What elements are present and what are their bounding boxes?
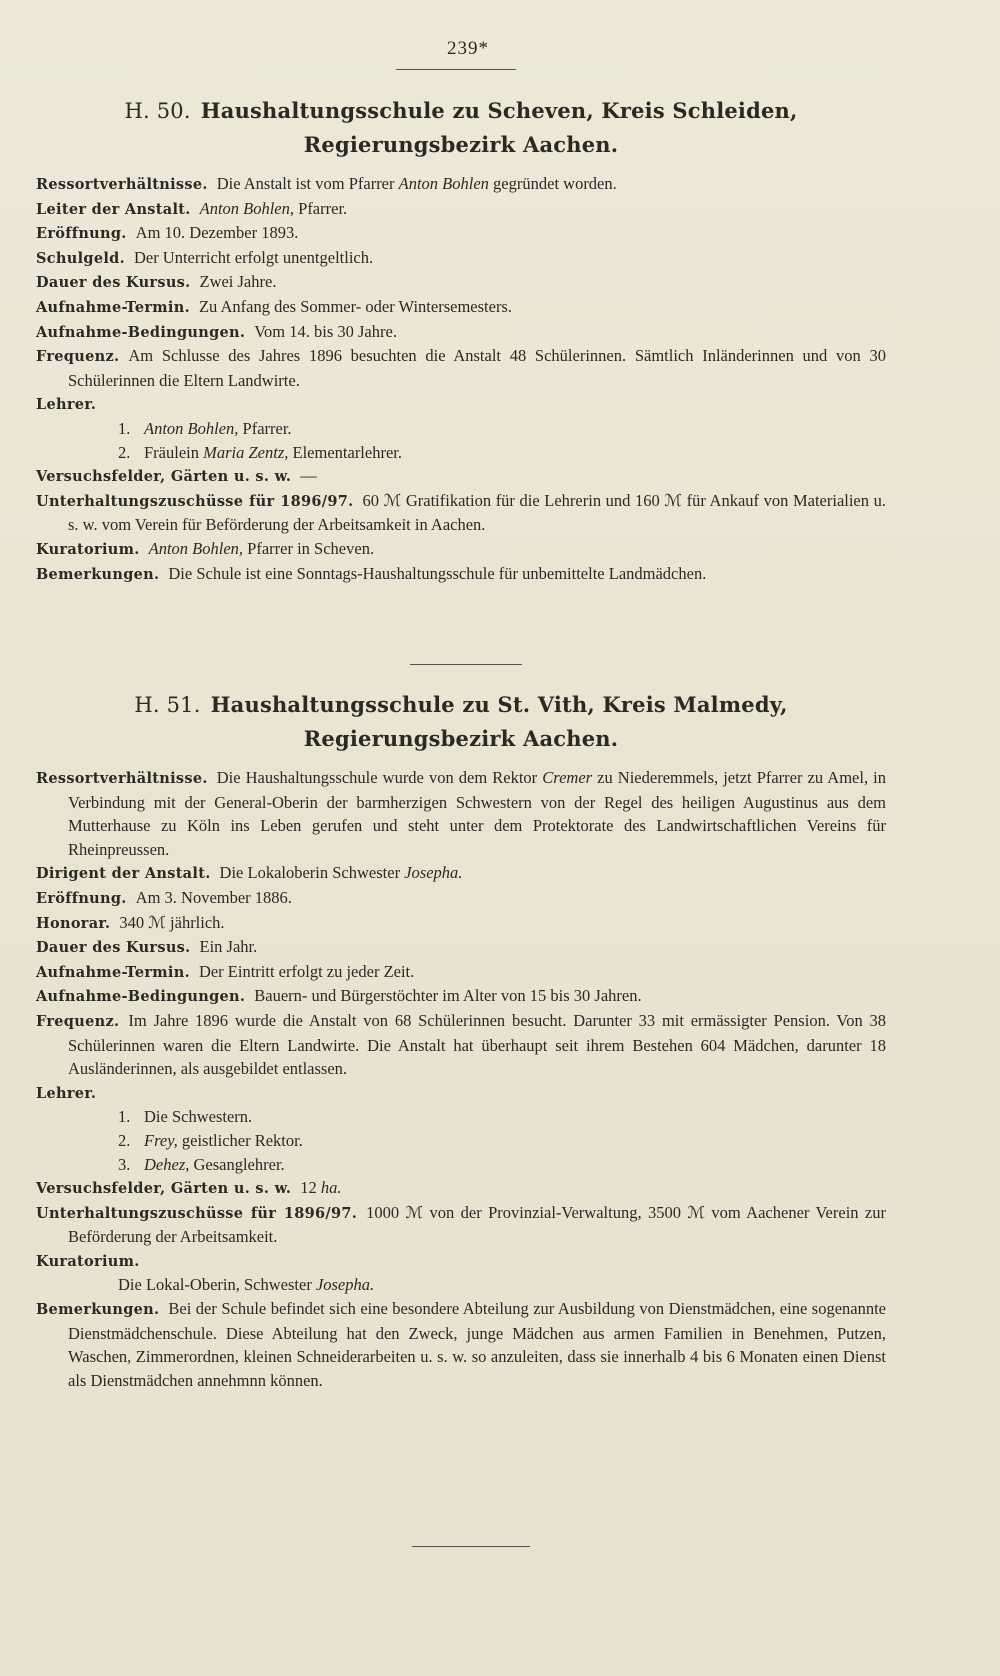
entry-text: Gesanglehrer. — [193, 1154, 285, 1174]
entry-termin — [36, 295, 886, 320]
entry-text: Ein Jahr. — [199, 937, 258, 957]
entry-label: Leiter der Anstalt. — [36, 200, 191, 218]
entry-text: 12 — [300, 1178, 317, 1198]
entry-lehrer — [36, 392, 886, 417]
entry-leiter — [36, 197, 886, 222]
entry-text: Bei der Schule befindet sich eine besondere Abteilung zur Ausbildung von Dienstmädchen, eine sogenannte Dienstmädchenschule. Diese Abteilung hat den Zweck, junge Mädchen aus armen Familien in Benehmen, Putzen, Waschen, Zimmerordnen, kleinen Schneiderarbeiten u. s. w. so anzuleiten, dass sie innerhalb 4 bis 6 Monaten einen Dienst als Dienstmädchen annehmnn können. — [68, 1299, 886, 1390]
entry-text: Pfarrer in Scheven. — [247, 538, 375, 558]
entry-schulgeld — [36, 246, 886, 271]
entry-text: 1000 ℳ von der Provinzial-Verwaltung, 3500 ℳ vom Aachener Verein zur Beförderung der Arbeitsamkeit. — [68, 1202, 886, 1247]
entry-text: Die Schwestern. — [144, 1107, 253, 1127]
entry-label: Ressortverhältnisse. — [36, 176, 208, 193]
entry-label: Unterhaltungszuschüsse für 1896/97. — [36, 1204, 358, 1222]
entry-label: Aufnahme-Bedingungen. — [36, 323, 246, 341]
entry-label: Versuchsfelder, Gärten u. s. w. — [36, 468, 292, 486]
entry-text: zu Niederemmels, jetzt Pfarrer zu Amel, in Verbindung mit der General-Oberin der barmherzigen Schwestern von der Regel des heiligen Augustinus aus dem Mutterhause zu Köln ins Leben gerufen und steht unter dem Protektorate des Landwirtschaftlichen Vereins für Rheinpreussen. — [68, 768, 886, 859]
list-number: 3. — [118, 1154, 131, 1174]
entry-termin — [36, 960, 886, 985]
person-name: Anton Bohlen, — [144, 418, 239, 438]
entry-dauer — [36, 935, 886, 960]
entry-bemerkungen — [36, 1297, 886, 1392]
list-number: 2. — [118, 442, 131, 462]
entry-text: Die Lokaloberin Schwester — [219, 863, 401, 883]
person-name: Anton Bohlen, — [199, 198, 295, 218]
entry-label: Schulgeld. — [36, 249, 125, 267]
entry-label: Unterhaltungszuschüsse für 1896/97. — [36, 492, 354, 510]
entry-dirigent — [36, 861, 886, 886]
list-number: 1. — [118, 418, 131, 438]
entry-text: Zwei Jahre. — [199, 272, 277, 292]
entry-label: Frequenz. — [36, 1012, 120, 1030]
entry-lehrer — [36, 1081, 886, 1106]
entry-label: Kuratorium. — [36, 540, 140, 558]
entry-text: Pfarrer. — [298, 198, 348, 218]
entry-label: Bemerkungen. — [36, 1301, 160, 1319]
entry-label: Eröffnung. — [36, 225, 127, 243]
entry-bemerkungen — [36, 562, 886, 587]
section-heading — [36, 94, 886, 162]
entry-text: Vom 14. bis 30 Jahre. — [254, 321, 397, 341]
section-code: H. 50. — [124, 99, 191, 123]
entry-kuratorium — [36, 1249, 886, 1274]
entry-kuratorium — [36, 537, 886, 562]
entry-eroeffnung — [36, 221, 886, 246]
list-item — [36, 417, 886, 441]
entry-label: Aufnahme-Termin. — [36, 298, 190, 316]
unit-text: ha. — [320, 1178, 342, 1198]
person-name: Cremer — [542, 768, 593, 787]
entry-label: Bemerkungen. — [36, 565, 160, 583]
entry-text: 340 ℳ jährlich. — [119, 912, 225, 932]
entry-text: 60 ℳ Gratifikation für die Lehrerin und 160 ℳ für Ankauf von Materialien u. s. w. vom Verein für Beförderung der Arbeitsamkeit in Aachen. — [68, 490, 886, 535]
list-number: 1. — [118, 1107, 131, 1127]
entry-label: Aufnahme-Bedingungen. — [36, 988, 246, 1006]
person-name: Dehez, — [144, 1154, 190, 1174]
entry-text: Die Anstalt ist vom Pfarrer — [216, 174, 395, 193]
section-code: H. 51. — [134, 693, 201, 717]
entry-text: Im Jahre 1896 wurde die Anstalt von 68 Schülerinnen besucht. Darunter 33 mit ermässigter Pension. Von 38 Schülerinnen waren die Eltern Landwirte. Die Anstalt hat überhaupt seit ihrem Bestehen 604 Mädchen, darunter 18 Ausländerinnen, als ausgebildet entlassen. — [68, 1010, 886, 1079]
entry-zuschuesse — [36, 1201, 886, 1249]
entry-text: Fräulein — [144, 442, 199, 462]
bottom-divider — [412, 1546, 530, 1547]
page-number: 239* — [447, 38, 489, 59]
entry-label: Honorar. — [36, 914, 111, 932]
entry-text: Pfarrer. — [242, 418, 292, 438]
section-h50 — [36, 94, 886, 586]
list-item — [36, 1153, 886, 1177]
entry-frequenz — [36, 1009, 886, 1081]
entry-label: Eröffnung. — [36, 889, 127, 907]
entry-label: Dauer des Kursus. — [36, 939, 191, 957]
entry-bedingungen — [36, 320, 886, 345]
person-name: Maria Zentz, — [203, 442, 289, 462]
entry-versuchsfelder — [36, 1176, 886, 1201]
entry-eroeffnung — [36, 886, 886, 911]
section-divider — [410, 664, 522, 665]
entry-kuratorium-text — [36, 1273, 886, 1297]
entry-label: Dirigent der Anstalt. — [36, 865, 211, 883]
entry-label: Versuchsfelder, Gärten u. s. w. — [36, 1180, 292, 1198]
entry-ressort — [36, 766, 886, 861]
person-name: Josepha. — [404, 863, 463, 883]
entry-text: Der Eintritt erfolgt zu jeder Zeit. — [198, 961, 415, 981]
section-title: Haushaltungsschule zu Scheven, Kreis Schleiden, Regierungsbezirk Aachen. — [200, 98, 798, 157]
person-name: Anton Bohlen — [398, 174, 489, 193]
entry-label: Aufnahme-Termin. — [36, 963, 190, 981]
person-name: Frey, — [144, 1130, 178, 1150]
entry-text: Am 10. Dezember 1893. — [135, 223, 299, 243]
entry-text: geistlicher Rektor. — [181, 1130, 303, 1150]
entry-label: Dauer des Kursus. — [36, 274, 191, 292]
entry-text: Zu Anfang des Sommer- oder Wintersemesters. — [198, 296, 512, 316]
person-name: Josepha. — [315, 1275, 375, 1295]
entry-label: Lehrer. — [36, 1084, 97, 1102]
list-number: 2. — [118, 1130, 131, 1150]
entry-text: — — [300, 466, 317, 486]
entry-text: Der Unterricht erfolgt unentgeltlich. — [133, 247, 374, 267]
list-item — [36, 1129, 886, 1153]
section-heading — [36, 688, 886, 756]
entry-zuschuesse — [36, 489, 886, 537]
entry-text: Am 3. November 1886. — [135, 887, 292, 907]
entry-text: gegründet worden. — [493, 174, 617, 193]
entry-text: Die Lokal-Oberin, Schwester — [118, 1275, 312, 1295]
list-item — [36, 441, 886, 465]
entry-frequenz — [36, 344, 886, 392]
entry-label: Kuratorium. — [36, 1252, 140, 1270]
entry-versuchsfelder — [36, 464, 886, 489]
entry-text: Am Schlusse des Jahres 1896 besuchten die Anstalt 48 Schülerinnen. Sämtlich Inländerinnen und von 30 Schülerinnen die Eltern Landwirte. — [68, 346, 886, 390]
top-divider — [396, 69, 516, 70]
entry-text: Die Schule ist eine Sonntags-Haushaltungsschule für unbemittelte Landmädchen. — [168, 563, 707, 583]
entry-label: Lehrer. — [36, 396, 97, 414]
entry-label: Frequenz. — [36, 348, 120, 366]
entry-honorar — [36, 911, 886, 936]
entry-bedingungen — [36, 984, 886, 1009]
list-item — [36, 1105, 886, 1129]
person-name: Anton Bohlen, — [148, 538, 244, 558]
entry-label: Ressortverhältnisse. — [36, 770, 208, 787]
section-h51 — [36, 688, 886, 1392]
section-title: Haushaltungsschule zu St. Vith, Kreis Malmedy, Regierungsbezirk Aachen. — [210, 692, 788, 751]
entry-ressort — [36, 172, 886, 197]
entry-text: Bauern- und Bürgerstöchter im Alter von 15 bis 30 Jahren. — [254, 986, 642, 1006]
entry-text: Die Haushaltungsschule wurde von dem Rektor — [216, 768, 538, 787]
entry-dauer — [36, 270, 886, 295]
entry-text: Elementarlehrer. — [292, 442, 402, 462]
